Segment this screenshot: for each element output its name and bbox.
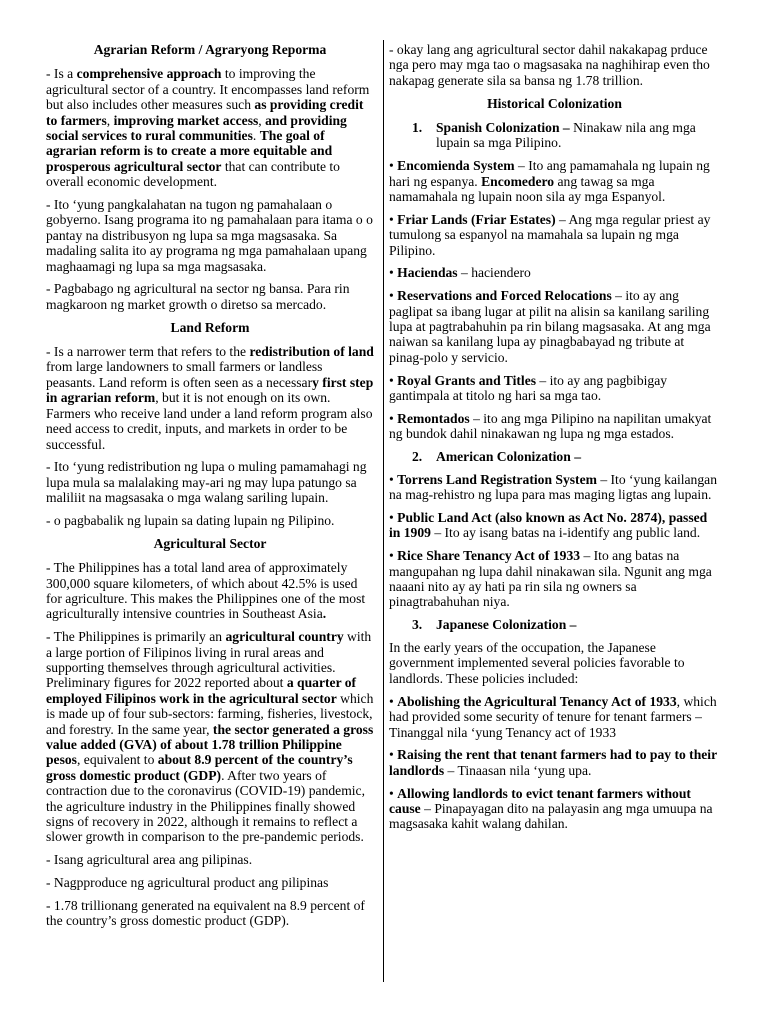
list-item: • Encomienda System – Ito ang pamamahala ng lupain ng hari ng espanya. Encomedero ang tawag sa mga namamahala ng lupain noon sila ay mga Espanyol. [389,158,710,205]
agricultural-sector-paragraph-4: - Nagpproduce ng agricultural product ang pilipinas [46,875,329,891]
heading-japanese-colonization: 3. Japanese Colonization – [412,617,577,633]
list-item: • Reservations and Forced Relocations – ito ay ang paglipat sa ibang lugar at pilit na alisin sa kanilang sariling lupa at pagtrabahuhin pa rin bilang magsasaka. At ang mga naiwan sa kanilang lupa ay pinagbabayad ng tribute at pinag-polo y servicio. [389,288,711,365]
section-title-land-reform: Land Reform [170,319,250,335]
right-column [389,42,720,839]
heading-american-colonization: 2. American Colonization – [412,449,581,465]
agricultural-sector-paragraph-5: - 1.78 trillionang generated na equivalent na 8.9 percent of the country’s gross domestic product (GDP). [46,897,365,929]
list-item: • Haciendas – haciendero [389,265,531,281]
japanese-intro-paragraph: In the early years of the occupation, the Japanese government implemented several policies favorable to landlords. These policies included: [389,640,685,686]
agrarian-reform-paragraph-3: - Pagbabago ng agricultural na sector ng bansa. Para rin magkaroon ng market growth o diretso sa mercado. [46,281,350,312]
agricultural-sector-paragraph-1: - The Philippines has a total land area of approximately 300,000 square kilometers, of which about 42.5% is used for agriculture. This makes the Philippines one of the most agriculturally intensive countries in Southeast Asia. [46,560,366,622]
left-column [46,42,374,936]
list-item: • Remontados – ito ang mga Pilipino na napilitan umakyat ng bundok dahil ninakawan ng lupa ng mga estados. [389,410,712,442]
list-item: • Abolishing the Agricultural Tenancy Act of 1933, which had provided some security of tenure for tenant farmers – Tinanggal nila ‘yung Tenancy act of 1933 [389,693,717,740]
heading-spanish-colonization: 1. Spanish Colonization – Ninakaw nila ang mga lupain sa mga Pilipino. [412,120,696,151]
section-title-agricultural-sector: Agricultural Sector [153,535,267,551]
agricultural-sector-paragraph-2: - The Philippines is primarily an agricultural country with a large portion of Filipinos living in rural areas and supporting themselves through agricultural activities. Preliminary figures for 2022 reported about a quarter of employed Filipinos work in the agricultural sector which is made up of four sub-sectors: farming, fisheries, livestock, and forestry. In the same year, the sector generated a gross value added (GVA) of about 1.78 trillion Philippine pesos, equivalent to about 8.9 percent of the country’s gross domestic product (GDP). After two years of contraction due to the coronavirus (COVID-19) pandemic, the agriculture industry in the Philippines finally showed signs of recovery in 2022, although it remains to reflect a slower growth in comparison to the pre-pandemic periods. [46,629,374,845]
list-item: • Allowing landlords to evict tenant farmers without cause – Pinapayagan dito na palayasin ang mga umuupa na magsasaka kahit walang dahilan. [389,785,713,832]
intro-paragraph: - okay lang ang agricultural sector dahil nakakapag prduce nga pero may mga tao o magsasaka na naghihirap even tho nakapag generate sila sa bansa ng 1.78 trillion. [389,42,710,88]
list-item: • Torrens Land Registration System – Ito ‘yung kailangan na mag-rehistro ng lupa para mas maging ligtas ang lupain. [389,471,717,503]
section-title-historical-colonization: Historical Colonization [487,95,622,111]
agrarian-reform-paragraph-2: - Ito ‘yung pangkalahatan na tugon ng pamahalaan o gobyerno. Isang programa ito ng pamahalaan para itama o o pantay na distribusyon ng lupa sa mga magsasaka. Sa madaling salita ito ay programa ng mga pamahalaan upang maghaamagi ng lupa sa mga magsasaka. [46,197,373,274]
agricultural-sector-paragraph-3: - Isang agricultural area ang pilipinas. [46,852,253,868]
land-reform-paragraph-3: - o pagbabalik ng lupain sa dating lupain ng Pilipino. [46,512,335,528]
agrarian-reform-paragraph-1: - Is a comprehensive approach to improving the agricultural sector of a country. It encompasses land reform but also includes other measures such as providing credit to farmers, improving market access, and providing social services to rural communities. The goal of agrarian reform is to create a more equitable and prosperous agricultural sector that can contribute to overall economic development. [46,66,370,190]
list-item: • Raising the rent that tenant farmers had to pay to their landlords – Tinaasan nila ‘yung upa. [389,747,717,778]
list-item: • Public Land Act (also known as Act No. 2874), passed in 1909 – Ito ay isang batas na i-identify ang public land. [389,510,708,541]
list-item: • Royal Grants and Titles – ito ay ang pagbibigay gantimpala at titolo ng hari sa mga tao. [389,372,668,404]
list-item: • Rice Share Tenancy Act of 1933 – Ito ang batas na mangupahan ng lupa dahil ninakawan sila. Ngunit ang mga naaani nito ay ay hati pa rin sila ng owners sa pinagtrabahuhan niya. [389,548,712,610]
section-title-agrarian-reform: Agrarian Reform / Agraryong Reporma [93,42,327,57]
land-reform-paragraph-1: - Is a narrower term that refers to the redistribution of land from large landowners to small farmers or landless peasants. Land reform is often seen as a necessary first step in agrarian reform, but it is not enough on its own. Farmers who receive land under a land reform program also need access to credit, inputs, and markets in order to be successful. [46,344,374,452]
column-divider [383,40,384,982]
land-reform-paragraph-2: - Ito ‘yung redistribution ng lupa o muling pamamahagi ng lupa mula sa malalaking may-ari ng may lupa patungo sa maliliit na magsasaka o mga walang sariling lupain. [46,459,367,506]
list-item: • Friar Lands (Friar Estates) – Ang mga regular priest ay tumulong sa espanyol na mamahala sa lupain ng mga Pilipino. [389,211,711,258]
